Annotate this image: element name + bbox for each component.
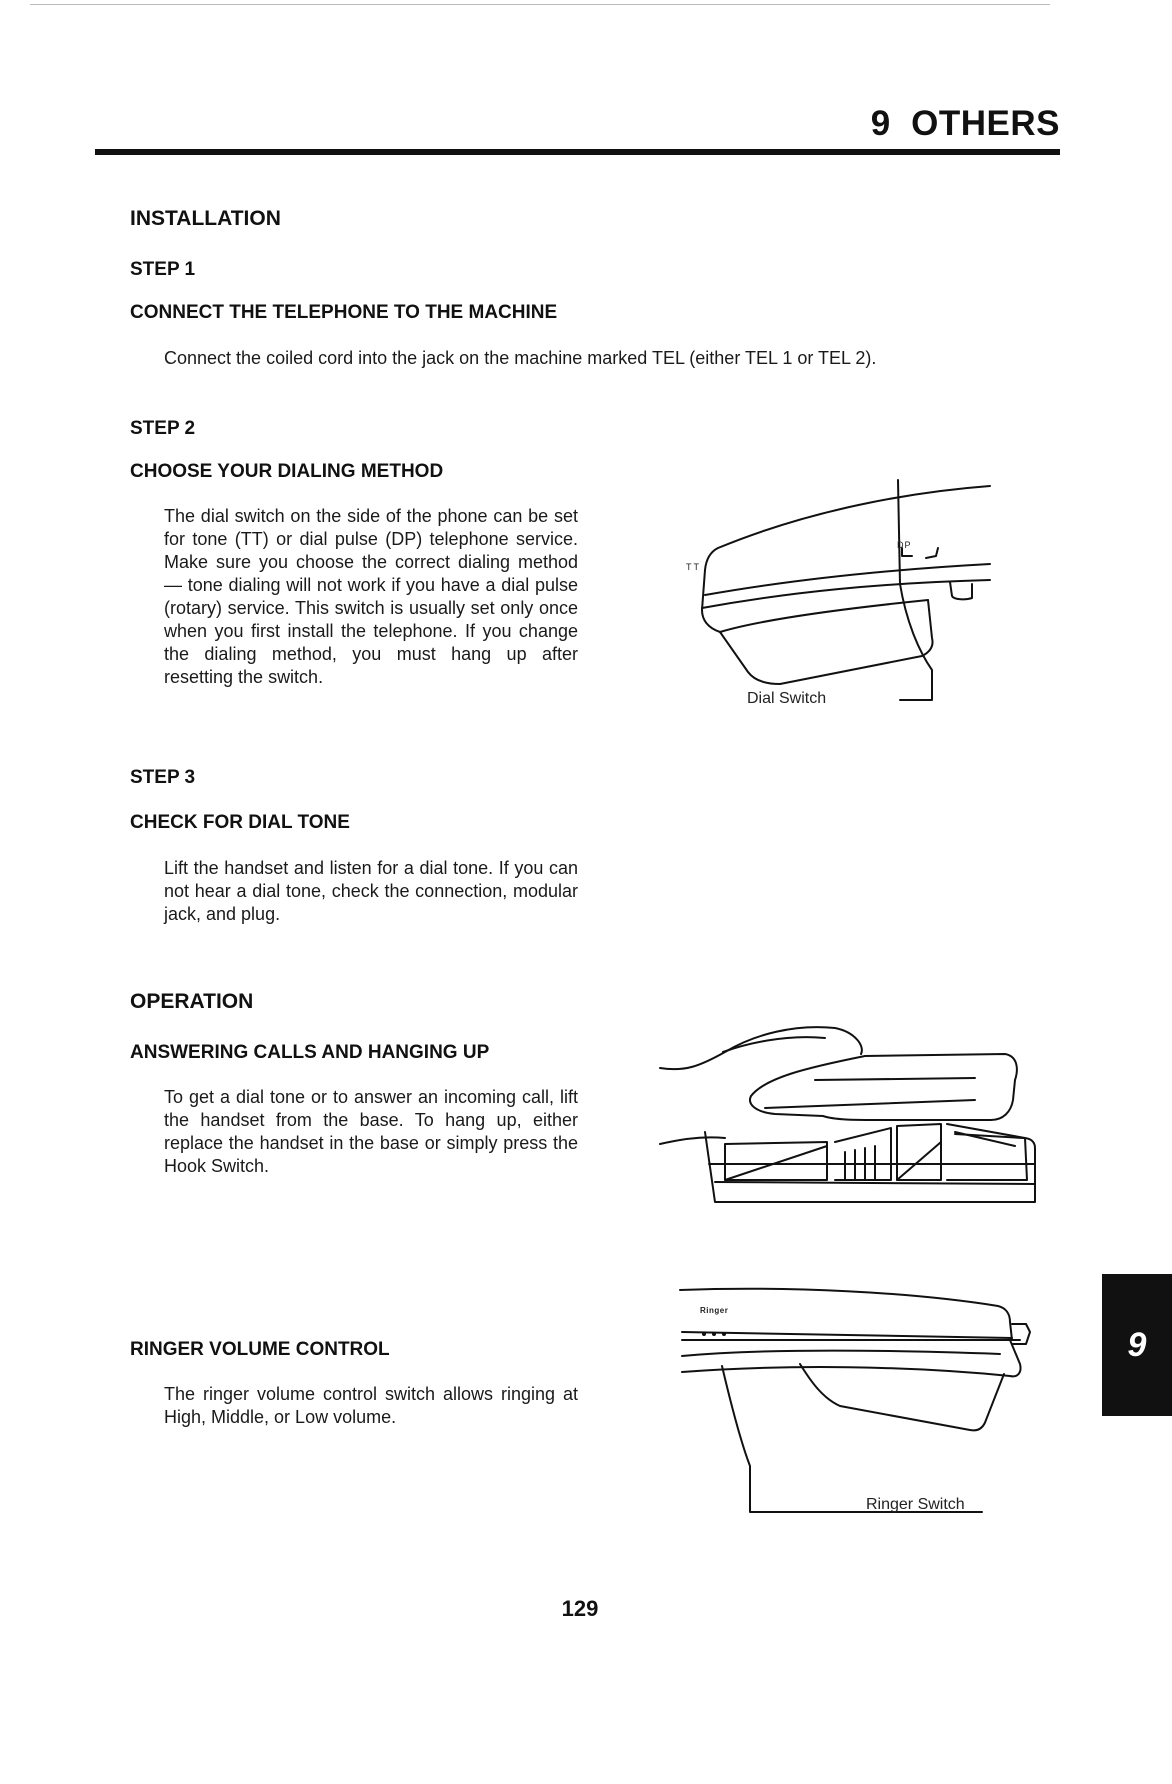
answering-title: ANSWERING CALLS AND HANGING UP	[130, 1042, 490, 1063]
step1-label: STEP 1	[130, 259, 196, 280]
answering-text: To get a dial tone or to answer an incoming call, lift the handset from the base. To hang up, either replace the handset in the base or simply press the Hook Switch.	[164, 1087, 578, 1176]
ringer-switch-figure	[670, 1280, 1050, 1530]
step3-text: Lift the handset and listen for a dial tone. If you can not hear a dial tone, check the connection, modular jack, and plug.	[164, 858, 578, 924]
phone-bottom-illustration	[670, 1280, 1050, 1530]
top-edge-rule	[30, 4, 1050, 5]
step2-text: The dial switch on the side of the phone can be set for tone (TT) or dial pulse (DP) telephone service. Make sure you choose the correct dialing method — tone dialing will not work if you have a dial pulse (rotary) service. This switch is usually set only once when you first install the telephone. If you change the dialing method, you must hang up after resetting the switch.	[164, 506, 578, 687]
handset-figure	[655, 1020, 1050, 1205]
chapter-tab[interactable]: 9	[1102, 1274, 1172, 1416]
step2-label: STEP 2	[130, 418, 196, 439]
dial-switch-tt-label: TT	[686, 562, 701, 572]
installation-heading: INSTALLATION	[130, 207, 281, 230]
ringer-title: RINGER VOLUME CONTROL	[130, 1339, 390, 1360]
step2-title: CHOOSE YOUR DIALING METHOD	[130, 461, 444, 482]
step3-title: CHECK FOR DIAL TONE	[130, 812, 350, 833]
step1-title: CONNECT THE TELEPHONE TO THE MACHINE	[130, 302, 558, 323]
hand-handset-illustration	[655, 1020, 1050, 1205]
ringer-switch-caption: Ringer Switch	[866, 1496, 965, 1513]
ringer-switch-label: Ringer	[700, 1306, 729, 1315]
ringer-text: The ringer volume control switch allows ringing at High, Middle, or Low volume.	[164, 1384, 578, 1427]
chapter-title-rule	[95, 149, 1060, 155]
step3-label: STEP 3	[130, 767, 196, 788]
operation-heading: OPERATION	[130, 990, 254, 1013]
page-number: 129	[561, 1596, 599, 1621]
dial-switch-caption: Dial Switch	[747, 690, 827, 707]
dial-switch-dp-label: DP	[897, 540, 912, 550]
step1-text: Connect the coiled cord into the jack on the machine marked TEL (either TEL 1 or TEL 2).	[164, 348, 877, 368]
chapter-title: 9 OTHERS	[870, 104, 1060, 143]
phone-side-illustration	[690, 480, 1010, 720]
dial-switch-figure	[686, 480, 1010, 720]
